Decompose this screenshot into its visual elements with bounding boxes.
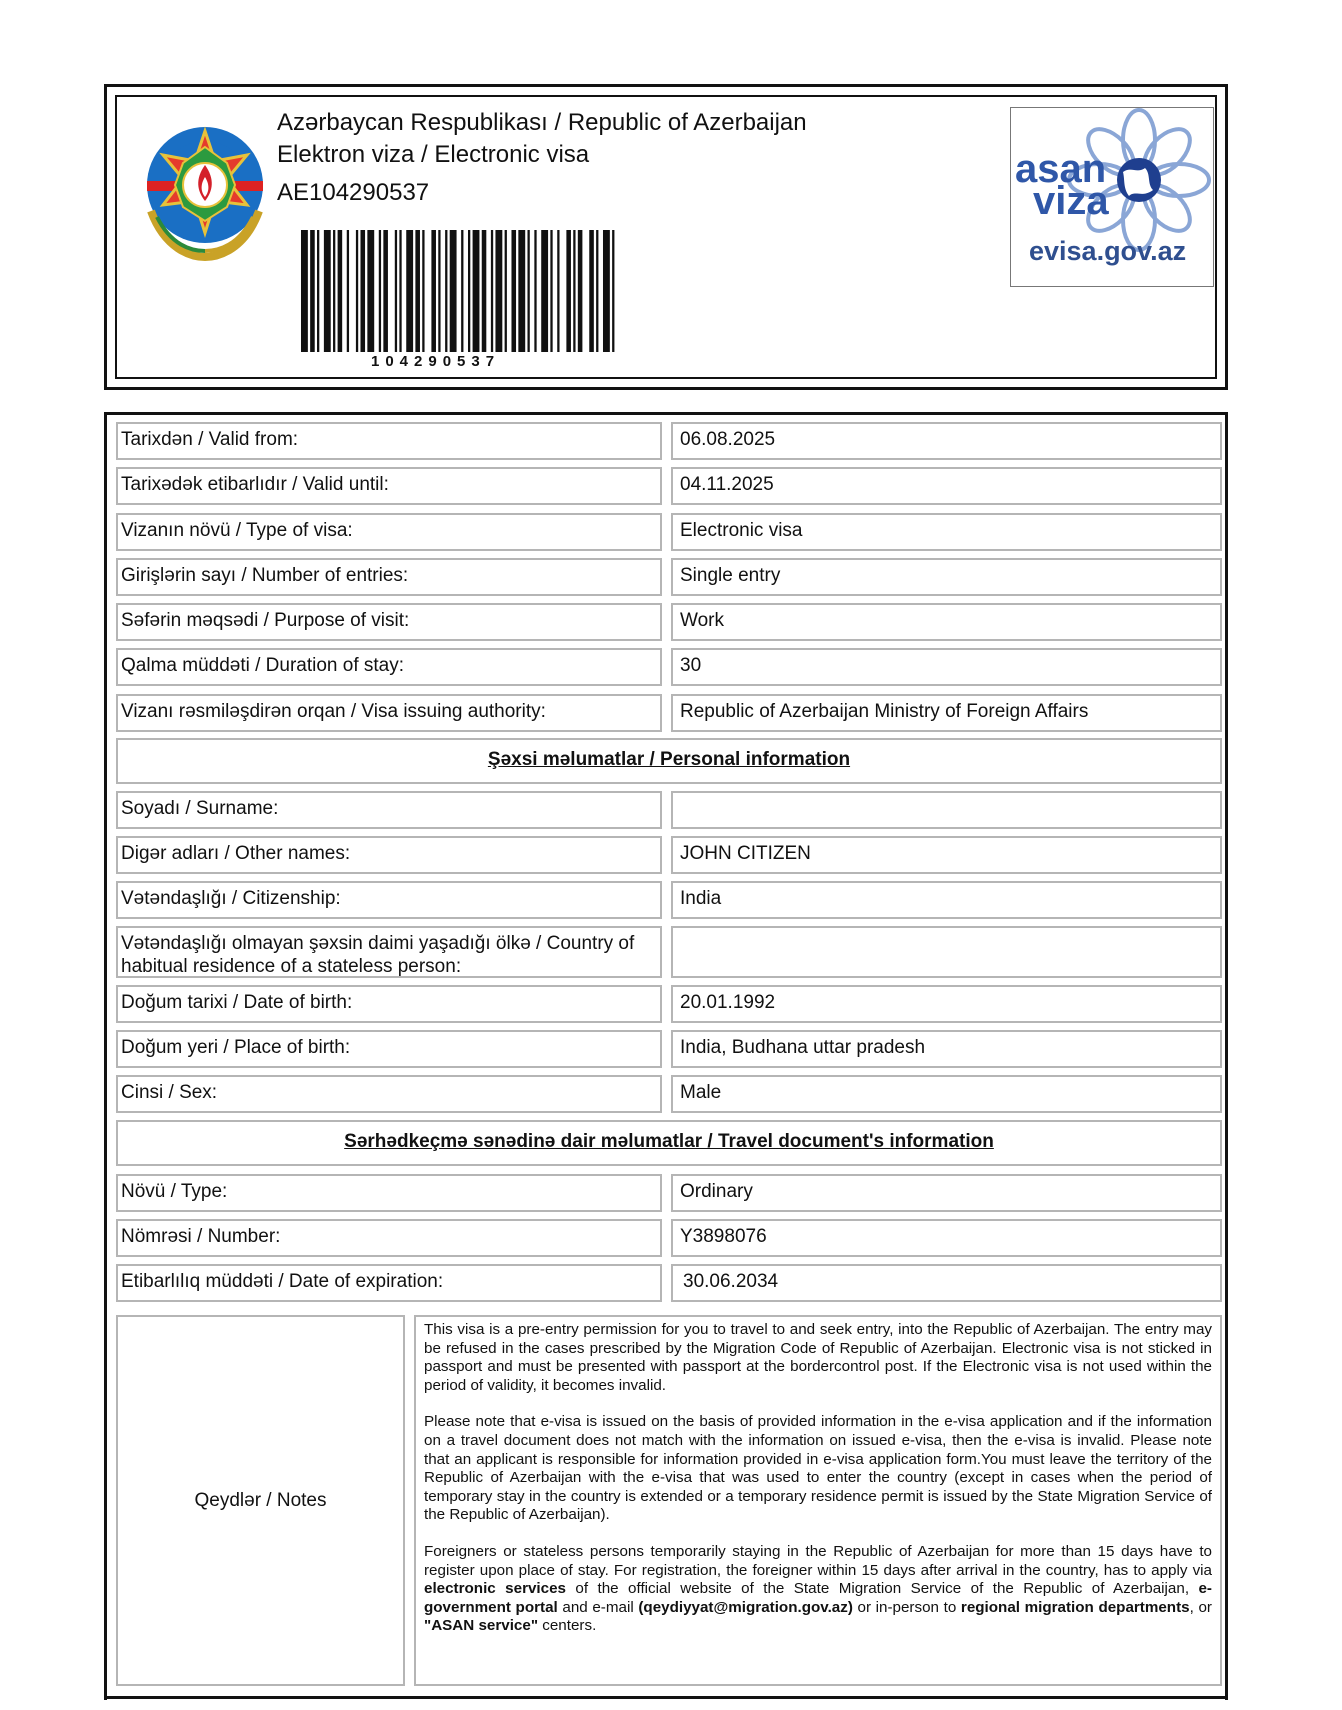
- visa-header-frame: [115, 95, 1217, 379]
- entries-label: Girişlərin sayı / Number of entries:: [116, 558, 662, 596]
- logo-website: evisa.gov.az: [1029, 236, 1187, 266]
- notes-p3-asan-service: "ASAN service": [424, 1617, 539, 1635]
- citizenship-label: Vətəndaşlığı / Citizenship:: [116, 881, 662, 919]
- authority-value: Republic of Azerbaijan Ministry of Foreign Affairs: [671, 694, 1222, 732]
- visa-type-label: Vizanın növü / Type of visa:: [116, 513, 662, 551]
- table-bottom-border: [104, 1696, 1228, 1699]
- duration-label: Qalma müddəti / Duration of stay:: [116, 648, 662, 686]
- notes-paragraph-2: Please note that e-visa is issued on the basis of provided information in the e-visa application and if the information on a travel document does not match with the information on issued e-visa, then the e-visa is invalid. Please note that an applicant is responsible for information provided in e-visa application form.You must leave the territory of the Republic of Azerbaijan with the e-visa that was used to enter the country (except in cases when the period of temporary stay in the country is extended or a temporary residence permit is issued by the State Migration Service of the Republic of Azerbaijan).: [424, 1413, 1212, 1524]
- valid-from-label: Tarixdən / Valid from:: [116, 422, 662, 460]
- stateless-residence-value: [671, 926, 1222, 978]
- notes-p3-text-k: centers.: [542, 1617, 597, 1635]
- notes-text: [414, 1315, 1222, 1686]
- travel-doc-title: Sərhədkeçmə sənədinə dair məlumatlar / Travel document's information: [116, 1120, 1222, 1166]
- valid-until-value: 04.11.2025: [671, 467, 1222, 505]
- notes-p3-text-i: , or: [1189, 1598, 1212, 1616]
- notes-p3-email: (qeydiyyat@migration.gov.az): [638, 1598, 853, 1616]
- notes-p3-text-e: and e-mail: [562, 1598, 634, 1616]
- logo-word-viza: viza: [1033, 179, 1109, 223]
- duration-value: 30: [671, 648, 1222, 686]
- notes-paragraph-3: [424, 1543, 1212, 1636]
- surname-label: Soyadı / Surname:: [116, 791, 662, 829]
- barcode-icon: [301, 230, 619, 352]
- valid-until-label: Tarixədək etibarlıdır / Valid until:: [116, 467, 662, 505]
- notes-p3-regional-departments: regional migration departments: [960, 1598, 1190, 1616]
- country-title: Azərbaycan Respublikası / Republic of Azerbaijan: [277, 109, 807, 136]
- visa-type-value: Electronic visa: [671, 513, 1222, 551]
- doc-number-label: Nömrəsi / Number:: [116, 1219, 662, 1257]
- azerbaijan-emblem-icon: [141, 121, 269, 261]
- purpose-label: Səfərin məqsədi / Purpose of visit:: [116, 603, 662, 641]
- purpose-value: Work: [671, 603, 1222, 641]
- notes-label-text: Qeydlər / Notes: [194, 1489, 327, 1511]
- asan-viza-logo: [1010, 107, 1214, 287]
- notes-p3-egov-portal: e-government portal: [424, 1580, 1212, 1616]
- citizenship-value: India: [671, 881, 1222, 919]
- visa-header: [104, 84, 1228, 390]
- entries-value: Single entry: [671, 558, 1222, 596]
- doc-expiration-value: 30.06.2034: [671, 1264, 1222, 1302]
- authority-label: Vizanı rəsmiləşdirən orqan / Visa issuing authority:: [116, 694, 662, 732]
- logo-word-asan: asan: [1015, 147, 1107, 191]
- place-of-birth-label: Doğum yeri / Place of birth:: [116, 1030, 662, 1068]
- other-names-label: Digər adları / Other names:: [116, 836, 662, 874]
- sex-value: Male: [671, 1075, 1222, 1113]
- visa-code: AE104290537: [277, 179, 430, 206]
- barcode-number: 104290537: [371, 353, 501, 370]
- dob-label: Doğum tarixi / Date of birth:: [116, 985, 662, 1023]
- visa-details-table: [104, 412, 1228, 1700]
- notes-paragraph-1: This visa is a pre-entry permission for you to travel to and seek entry, into the Republic of Azerbaijan. The entry may be refused in the cases prescribed by the Migration Code of Republic of Azerbaijan. Electronic visa is not sticked in passport and must be presented with passport at the bordercontrol post. If the Electronic visa is not used within the period of validity, it becomes invalid.: [424, 1321, 1212, 1394]
- notes-p3-text-c: of the official website of the State Migration Service of the Republic of Azerbaijan,: [575, 1580, 1190, 1598]
- dob-value: 20.01.1992: [671, 985, 1222, 1023]
- notes-p3-text-a: Foreigners or stateless persons temporarily staying in the Republic of Azerbaijan for more than 15 days have to register upon place of stay. For registration, the foreigner within 15 days after arrival in the country, has to apply via: [424, 1542, 1212, 1579]
- doc-expiration-label: Etibarlılıq müddəti / Date of expiration:: [116, 1264, 662, 1302]
- notes-label: [116, 1315, 405, 1686]
- sex-label: Cinsi / Sex:: [116, 1075, 662, 1113]
- other-names-value: JOHN CITIZEN: [671, 836, 1222, 874]
- surname-value: [671, 791, 1222, 829]
- visa-title: Elektron viza / Electronic visa: [277, 141, 590, 168]
- notes-p3-text-g: or in-person to: [857, 1598, 957, 1616]
- personal-info-title: Şəxsi məlumatlar / Personal information: [116, 738, 1222, 784]
- doc-number-value: Y3898076: [671, 1219, 1222, 1257]
- valid-from-value: 06.08.2025: [671, 422, 1222, 460]
- doc-type-label: Növü / Type:: [116, 1174, 662, 1212]
- stateless-residence-label: Vətəndaşlığı olmayan şəxsin daimi yaşadığı ölkə / Country of habitual residence of a stateless person:: [116, 926, 662, 978]
- place-of-birth-value: India, Budhana uttar pradesh: [671, 1030, 1222, 1068]
- doc-type-value: Ordinary: [671, 1174, 1222, 1212]
- notes-p3-electronic-services: electronic services: [424, 1580, 566, 1598]
